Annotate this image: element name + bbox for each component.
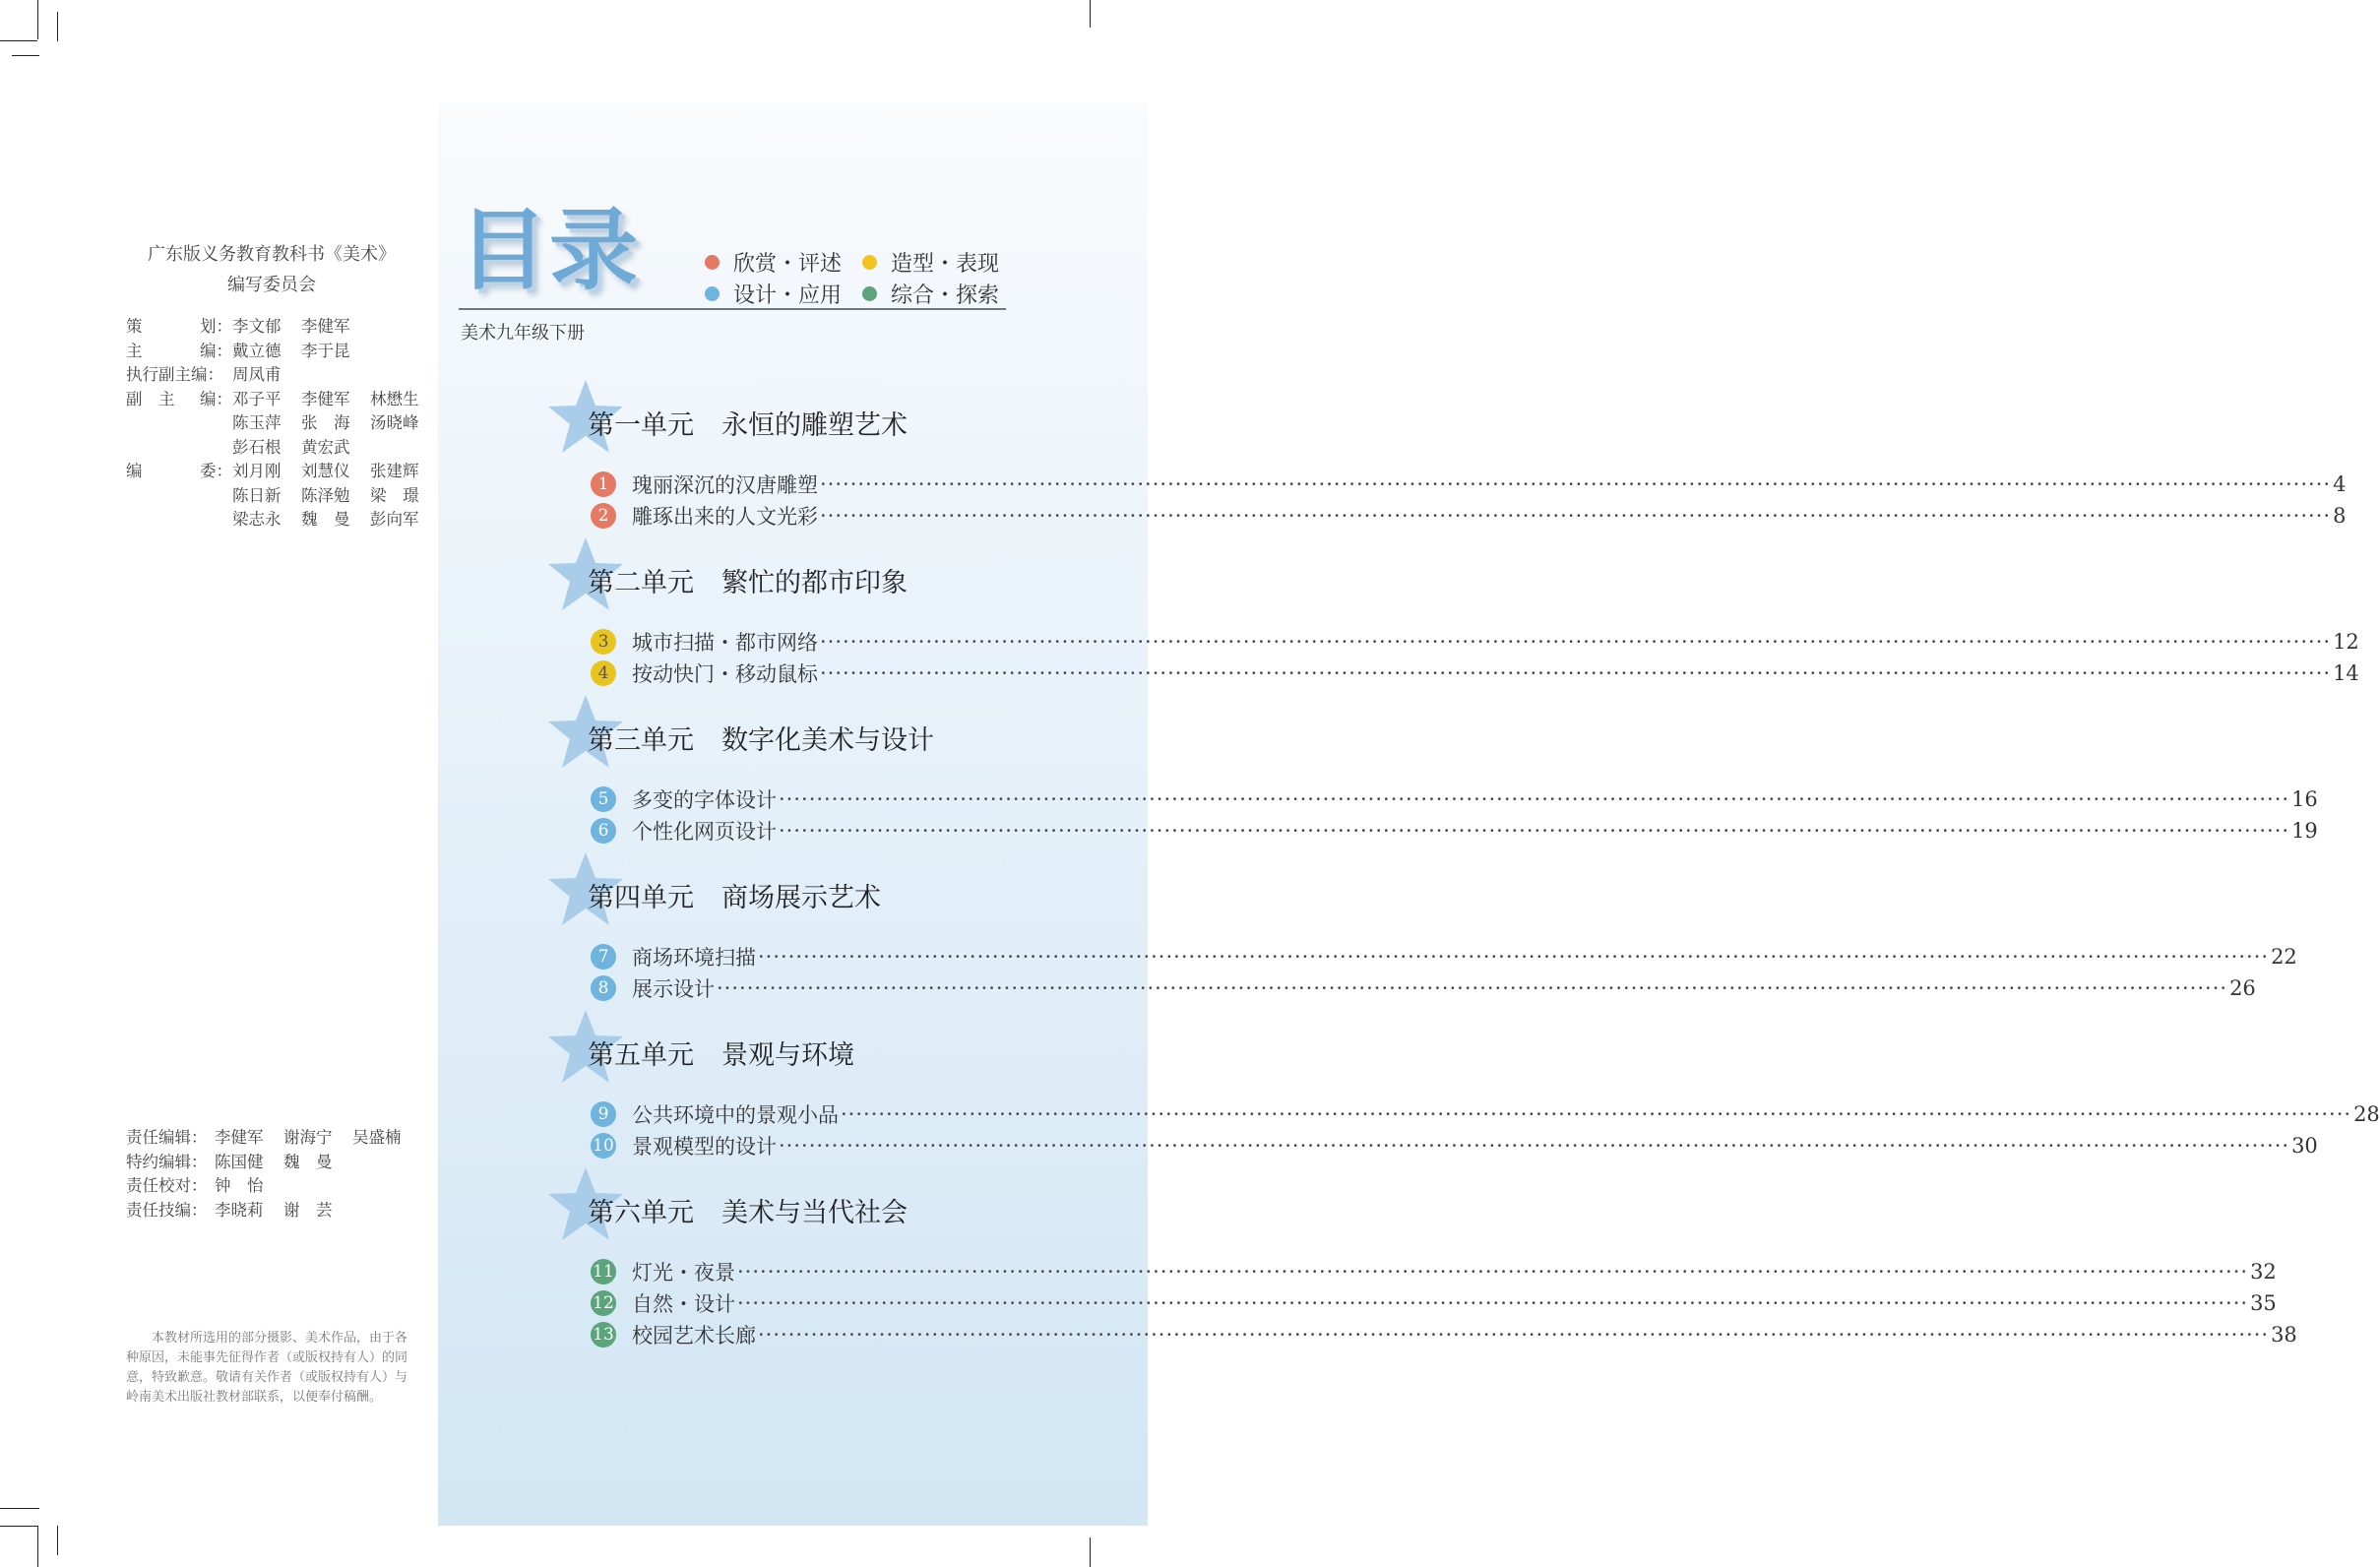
category-dot-icon — [705, 255, 720, 270]
copyright-disclaimer: 本教材所选用的部分摄影、美术作品，由于各种原因，未能事先征得作者（或版权持有人）的同意，特致歉意。敬请有关作者（或版权持有人）与岭南美术出版社教材部联系，以便奉付稿酬。 — [126, 1331, 408, 1405]
leader-dots: ········································································································································································································ — [717, 976, 2228, 1000]
credit-row — [126, 458, 439, 482]
credit-name: 彭石根 — [232, 437, 282, 457]
credit-name: 陈日新 — [232, 485, 282, 505]
credit-role-suffix: 编： — [200, 341, 232, 360]
unit-heading — [546, 850, 1009, 949]
credit-name: 梁志永 — [232, 510, 282, 530]
category-legend — [705, 246, 1020, 309]
editor-row — [126, 1172, 421, 1197]
credit-name: 梁 璟 — [370, 485, 419, 505]
credit-names — [232, 386, 439, 409]
credit-role — [126, 313, 232, 337]
legend-label: 欣赏・评述 — [733, 251, 843, 277]
committee-title: 广东版义务教育教科书《美术》 — [148, 244, 396, 265]
unit-title — [588, 404, 908, 442]
legend-item — [862, 247, 1020, 278]
committee-subtitle: 编写委员会 — [227, 275, 316, 295]
unit-title — [588, 1034, 854, 1072]
credit-row — [126, 313, 439, 338]
credit-row — [126, 386, 439, 410]
unit-name: 繁忙的都市印象 — [721, 568, 908, 598]
legend-label: 造型・表现 — [891, 251, 1000, 277]
credit-row — [126, 506, 439, 531]
credit-role — [126, 338, 232, 361]
lesson-page-number: 22 — [2271, 945, 2297, 969]
editor-names — [215, 1197, 352, 1221]
unit-label: 第六单元 — [588, 1198, 694, 1228]
lesson-page-number: 19 — [2291, 819, 2318, 843]
credit-name: 黄宏武 — [301, 437, 350, 457]
lesson-number-badge: 9 — [591, 1101, 616, 1127]
editor-name: 谢 芸 — [283, 1200, 333, 1220]
credit-name: 陈玉萍 — [232, 413, 282, 433]
lesson-title: 展示设计 — [632, 977, 715, 1001]
lesson-row — [591, 817, 2318, 845]
imprint-column — [0, 0, 438, 1567]
leader-dots: ········································································································································································································ — [820, 630, 2332, 654]
lesson-number-badge: 10 — [591, 1133, 616, 1159]
leader-dots: ········································································································································································································ — [820, 472, 2332, 496]
credit-role-label: 执行副主编： — [126, 365, 223, 385]
unit-name: 商场展示艺术 — [721, 883, 881, 913]
book-grade: 美术九年级下册 — [461, 323, 585, 344]
lesson-number-badge: 11 — [591, 1259, 616, 1285]
credit-name: 李文郁 — [232, 317, 282, 337]
credit-name: 彭向军 — [370, 510, 419, 530]
leader-dots: ········································································································································································································ — [820, 661, 2332, 685]
lesson-number-badge: 8 — [591, 975, 616, 1001]
lesson-number-badge: 13 — [591, 1322, 616, 1348]
lesson-title: 多变的字体设计 — [632, 788, 777, 812]
unit-name: 永恒的雕塑艺术 — [721, 410, 908, 441]
lesson-row — [591, 1132, 2318, 1160]
credit-row — [126, 482, 439, 507]
unit-label: 第四单元 — [588, 883, 694, 913]
lesson-row — [591, 659, 2359, 687]
credit-role — [126, 361, 232, 385]
editor-role: 责任技编： — [126, 1200, 208, 1220]
lesson-page-number: 14 — [2333, 661, 2359, 685]
lesson-page-number: 28 — [2353, 1102, 2380, 1126]
lesson-title: 个性化网页设计 — [632, 820, 777, 844]
crop-mark — [1090, 1537, 1091, 1567]
lesson-page-number: 26 — [2229, 976, 2256, 1000]
unit-title — [588, 719, 934, 757]
leader-dots: ········································································································································································································ — [737, 1291, 2249, 1315]
credit-name: 戴立德 — [232, 341, 282, 360]
credit-role-label: 副 主 — [126, 389, 175, 408]
lesson-number-badge: 5 — [591, 786, 616, 812]
lesson-page-number: 38 — [2271, 1323, 2297, 1347]
credit-row — [126, 434, 439, 459]
credit-role-suffix: 编： — [200, 389, 232, 408]
editor-row — [126, 1197, 421, 1222]
editor-role: 责任编辑： — [126, 1128, 208, 1148]
lesson-title: 按动快门・移动鼠标 — [632, 662, 818, 686]
lesson-title: 城市扫描・都市网络 — [632, 631, 818, 655]
lesson-row — [591, 1258, 2277, 1285]
credit-name: 张 海 — [301, 413, 350, 433]
unit-title — [588, 876, 881, 914]
credit-row — [126, 409, 439, 434]
lesson-row — [591, 502, 2347, 530]
lesson-title: 灯光・夜景 — [632, 1261, 735, 1285]
unit-label: 第一单元 — [588, 410, 694, 441]
unit-name: 数字化美术与设计 — [721, 725, 934, 756]
editor-credits — [126, 1124, 421, 1221]
lesson-number-badge: 7 — [591, 944, 616, 970]
unit-heading — [546, 1008, 1009, 1106]
legend-item — [862, 279, 1020, 309]
leader-dots: ········································································································································································································ — [758, 945, 2270, 969]
editor-role: 责任校对： — [126, 1176, 208, 1196]
lesson-row — [591, 1321, 2297, 1348]
category-dot-icon — [862, 255, 877, 270]
leader-dots: ········································································································································································································ — [779, 787, 2290, 811]
lesson-page-number: 30 — [2291, 1134, 2318, 1158]
credit-name: 汤晓峰 — [370, 413, 419, 433]
editor-name: 钟 怡 — [215, 1176, 264, 1196]
lesson-title: 雕琢出来的人文光彩 — [632, 505, 818, 529]
lesson-row — [591, 628, 2359, 656]
lesson-page-number: 12 — [2333, 630, 2359, 654]
lesson-row — [591, 1100, 2380, 1128]
unit-title — [588, 561, 908, 599]
credit-names — [232, 434, 370, 458]
lesson-title: 公共环境中的景观小品 — [632, 1103, 839, 1127]
credit-role-label: 策 — [126, 317, 143, 337]
unit-heading — [546, 1165, 1009, 1264]
editor-name: 陈国健 — [215, 1152, 264, 1171]
unit-heading — [546, 693, 1009, 791]
credit-name: 张建辉 — [370, 462, 419, 481]
unit-title — [588, 1191, 908, 1229]
leader-dots: ········································································································································································································ — [820, 504, 2332, 528]
editor-names — [215, 1124, 421, 1148]
legend-item — [705, 247, 862, 278]
lesson-page-number: 35 — [2250, 1291, 2277, 1315]
credit-role-label: 编 — [126, 462, 143, 481]
lesson-number-badge: 1 — [591, 471, 616, 497]
committee-credits — [126, 313, 439, 531]
lesson-number-badge: 2 — [591, 503, 616, 529]
credit-role-label: 主 — [126, 341, 143, 360]
lesson-page-number: 16 — [2291, 787, 2318, 811]
unit-label: 第三单元 — [588, 725, 694, 756]
lesson-row — [591, 785, 2318, 813]
credit-role — [126, 458, 232, 481]
unit-name: 美术与当代社会 — [721, 1198, 908, 1228]
credit-names — [232, 313, 370, 337]
editor-name: 魏 曼 — [283, 1152, 333, 1171]
lesson-page-number: 32 — [2250, 1260, 2277, 1284]
editor-role: 特约编辑： — [126, 1152, 208, 1171]
credit-name: 李于昆 — [301, 341, 350, 360]
editor-names — [215, 1172, 283, 1196]
lesson-title: 商场环境扫描 — [632, 946, 756, 970]
credit-names — [232, 338, 370, 361]
lesson-row — [591, 470, 2347, 498]
leader-dots: ········································································································································································································ — [737, 1260, 2249, 1284]
unit-label: 第五单元 — [588, 1040, 694, 1071]
editor-name: 吴盛楠 — [352, 1128, 402, 1148]
editor-names — [215, 1149, 352, 1172]
credit-names — [232, 506, 439, 530]
credit-name: 林懋生 — [370, 389, 419, 408]
editor-name: 李健军 — [215, 1128, 264, 1148]
credit-name: 周凤甫 — [232, 365, 282, 385]
editor-name: 谢海宁 — [283, 1128, 333, 1148]
lesson-number-badge: 3 — [591, 629, 616, 655]
lesson-title: 校园艺术长廊 — [632, 1324, 756, 1348]
lesson-title: 瑰丽深沉的汉唐雕塑 — [632, 473, 818, 497]
category-dot-icon — [705, 286, 720, 301]
credit-names — [232, 361, 301, 385]
lesson-number-badge: 12 — [591, 1290, 616, 1316]
category-dot-icon — [862, 286, 877, 301]
editor-name: 李晓莉 — [215, 1200, 264, 1220]
credit-role-suffix: 委： — [200, 462, 232, 481]
credit-name: 刘慧仪 — [301, 462, 350, 481]
leader-dots: ········································································································································································································ — [779, 819, 2290, 843]
credit-name: 魏 曼 — [301, 510, 350, 530]
leader-dots: ········································································································································································································ — [779, 1134, 2290, 1158]
crop-mark — [1090, 0, 1091, 28]
credit-role-suffix: 划： — [200, 317, 232, 337]
legend-row — [705, 246, 1020, 278]
credit-name: 李健军 — [301, 389, 350, 408]
toc-title: 目录 — [459, 199, 640, 302]
lesson-title: 自然・设计 — [632, 1292, 735, 1316]
lesson-title: 景观模型的设计 — [632, 1135, 777, 1159]
leader-dots: ········································································································································································································ — [758, 1323, 2270, 1347]
leader-dots: ········································································································································································································ — [841, 1102, 2352, 1126]
credit-names — [232, 458, 439, 481]
credit-row — [126, 361, 439, 386]
credit-name: 刘月刚 — [232, 462, 282, 481]
credit-names — [232, 409, 439, 433]
unit-heading — [546, 378, 1009, 476]
lesson-page-number: 8 — [2333, 504, 2347, 528]
legend-label: 综合・探索 — [891, 282, 1000, 308]
lesson-number-badge: 4 — [591, 660, 616, 686]
lesson-row — [591, 1289, 2277, 1317]
unit-name: 景观与环境 — [721, 1040, 854, 1071]
legend-label: 设计・应用 — [733, 282, 843, 308]
lesson-page-number: 4 — [2333, 472, 2347, 496]
legend-row — [705, 278, 1020, 309]
editor-row — [126, 1149, 421, 1173]
credit-row — [126, 338, 439, 362]
title-divider — [459, 308, 1006, 310]
legend-item — [705, 279, 862, 309]
unit-heading — [546, 535, 1009, 634]
credit-name: 邓子平 — [232, 389, 282, 408]
lesson-row — [591, 943, 2297, 971]
lesson-number-badge: 6 — [591, 818, 616, 844]
editor-row — [126, 1124, 421, 1149]
lesson-row — [591, 974, 2256, 1002]
credit-names — [232, 482, 439, 506]
credit-role — [126, 386, 232, 409]
unit-label: 第二单元 — [588, 568, 694, 598]
credit-name: 陈泽勉 — [301, 485, 350, 505]
credit-name: 李健军 — [301, 317, 350, 337]
